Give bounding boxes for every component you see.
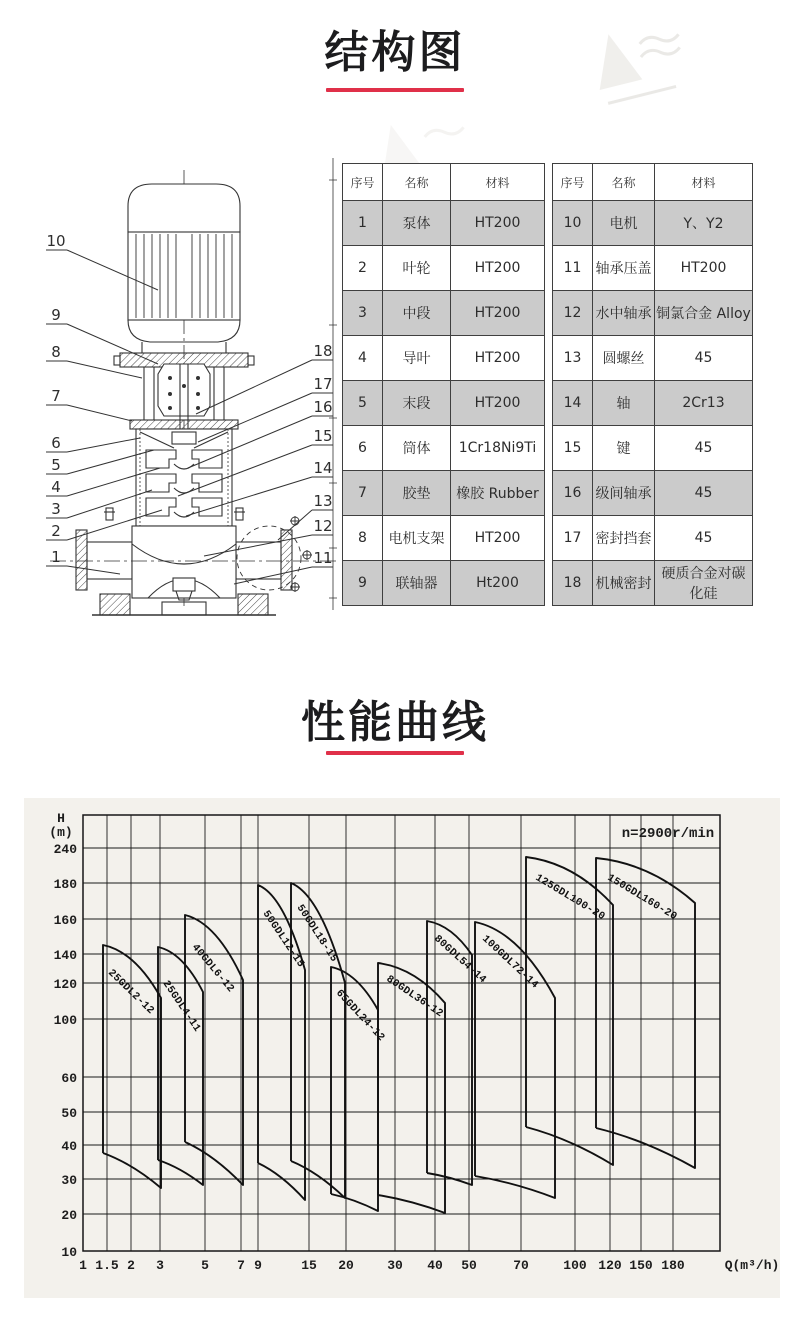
cell-material: HT200 (451, 381, 545, 426)
table-row (553, 381, 753, 426)
cell-seq: 15 (553, 426, 593, 471)
table-row (343, 561, 545, 606)
svg-text:30: 30 (387, 1258, 403, 1273)
cell-material: 45 (655, 426, 753, 471)
table-row (553, 201, 753, 246)
cell-material: HT200 (451, 291, 545, 336)
table-row (343, 471, 545, 516)
table-header-row (343, 164, 545, 201)
parts-table-left (342, 163, 545, 606)
table-header-row (553, 164, 753, 201)
svg-text:120: 120 (53, 977, 77, 992)
part-number-label: 17 (313, 375, 333, 393)
curve-label: 80GDL36-12 (383, 973, 446, 1021)
cell-name: 电机 (593, 201, 655, 246)
cell-name: 级间轴承 (593, 471, 655, 516)
curve-label: 25GDL2-12 (105, 967, 157, 1018)
cell-name: 机械密封 (593, 561, 655, 606)
part-number-label: 1 (51, 548, 61, 566)
part-number-label: 13 (313, 492, 333, 510)
cell-material: Y、Y2 (655, 201, 753, 246)
svg-text:50: 50 (61, 1106, 77, 1121)
cell-seq: 6 (343, 426, 383, 471)
svg-text:160: 160 (53, 913, 77, 928)
cell-name: 胶垫 (383, 471, 451, 516)
svg-text:7: 7 (237, 1258, 245, 1273)
cell-material: 2Cr13 (655, 381, 753, 426)
parts-table-right (552, 163, 753, 606)
svg-text:9: 9 (254, 1258, 262, 1273)
curve-label: 80GDL54-14 (431, 933, 489, 987)
svg-text:1: 1 (79, 1258, 87, 1273)
pump-drawing (50, 158, 338, 615)
table-row (553, 516, 753, 561)
cell-material: HT200 (451, 336, 545, 381)
cell-seq: 16 (553, 471, 593, 516)
svg-text:60: 60 (61, 1071, 77, 1086)
cell-seq: 7 (343, 471, 383, 516)
cell-material: HT200 (451, 516, 545, 561)
svg-text:70: 70 (513, 1258, 529, 1273)
cell-seq: 11 (553, 246, 593, 291)
cell-name: 轴 (593, 381, 655, 426)
cell-seq: 13 (553, 336, 593, 381)
svg-text:40: 40 (427, 1258, 443, 1273)
table-row (553, 246, 753, 291)
cell-name: 电机支架 (383, 516, 451, 561)
svg-text:240: 240 (53, 842, 77, 857)
table-row (343, 336, 545, 381)
curve-label: 50GDL12-15 (259, 908, 307, 970)
header-cell: 序号 (553, 164, 593, 201)
table-row (343, 381, 545, 426)
header-cell: 名称 (383, 164, 451, 201)
header-cell: 名称 (593, 164, 655, 201)
part-number-label: 3 (51, 500, 61, 518)
svg-text:50: 50 (461, 1258, 477, 1273)
svg-text:100: 100 (563, 1258, 587, 1273)
part-number-label: 12 (313, 517, 333, 535)
cell-seq: 12 (553, 291, 593, 336)
table-row (343, 291, 545, 336)
svg-text:3: 3 (156, 1258, 164, 1273)
svg-text:20: 20 (61, 1208, 77, 1223)
part-number-label: 5 (51, 456, 61, 474)
svg-text:180: 180 (661, 1258, 685, 1273)
table-row (553, 426, 753, 471)
part-number-label: 14 (313, 459, 333, 477)
table-row (343, 426, 545, 471)
performance-chart-area (24, 798, 780, 1298)
svg-text:(m): (m) (49, 825, 73, 840)
cell-name: 联轴器 (383, 561, 451, 606)
cell-material: Ht200 (451, 561, 545, 606)
cell-name: 叶轮 (383, 246, 451, 291)
table-row (553, 291, 753, 336)
cell-material: 45 (655, 471, 753, 516)
svg-text:5: 5 (201, 1258, 209, 1273)
cell-material: HT200 (451, 201, 545, 246)
curve-label: 40GDL6-12 (188, 941, 237, 996)
cell-seq: 14 (553, 381, 593, 426)
cell-material: 45 (655, 336, 753, 381)
svg-text:140: 140 (53, 948, 77, 963)
table-row (343, 201, 545, 246)
svg-text:150: 150 (629, 1258, 653, 1273)
cell-name: 键 (593, 426, 655, 471)
cell-seq: 10 (553, 201, 593, 246)
cell-name: 水中轴承 (593, 291, 655, 336)
part-number-label: 15 (313, 427, 333, 445)
cell-material: 1Cr18Ni9Ti (451, 426, 545, 471)
cell-name: 密封挡套 (593, 516, 655, 561)
cell-seq: 18 (553, 561, 593, 606)
table-row (343, 516, 545, 561)
header-cell: 序号 (343, 164, 383, 201)
parts-tables (342, 163, 753, 606)
cell-material: HT200 (655, 246, 753, 291)
curve-label: 150GDL160-20 (604, 872, 680, 924)
title-underline (326, 751, 464, 755)
header-cell: 材料 (655, 164, 753, 201)
cell-seq: 5 (343, 381, 383, 426)
cell-seq: 4 (343, 336, 383, 381)
cell-name: 导叶 (383, 336, 451, 381)
performance-title: 性能曲线 (301, 697, 489, 748)
part-number-label: 10 (46, 232, 66, 250)
cell-name: 轴承压盖 (593, 246, 655, 291)
cell-seq: 3 (343, 291, 383, 336)
part-number-label: 16 (313, 398, 333, 416)
svg-text:180: 180 (53, 877, 77, 892)
part-number-label: 11 (313, 549, 333, 567)
part-number-label: 8 (51, 343, 61, 361)
title-underline (326, 88, 464, 92)
part-number-label: 4 (51, 478, 61, 496)
part-number-label: 18 (313, 342, 333, 360)
cell-name: 中段 (383, 291, 451, 336)
svg-text:n=2900r/min: n=2900r/min (621, 826, 715, 842)
table-row (553, 336, 753, 381)
svg-text:10: 10 (61, 1245, 77, 1260)
cell-material: 铜氯合金 Alloy (655, 291, 753, 336)
pump-envelope-curve (185, 915, 243, 1185)
structure-title: 结构图 (324, 27, 466, 78)
cell-name: 筒体 (383, 426, 451, 471)
svg-text:H: H (57, 811, 65, 826)
cell-seq: 9 (343, 561, 383, 606)
part-number-label: 9 (51, 306, 61, 324)
cell-material: HT200 (451, 246, 545, 291)
svg-text:40: 40 (61, 1139, 77, 1154)
svg-text:Q(m³/h): Q(m³/h) (724, 1258, 780, 1273)
svg-text:100: 100 (53, 1013, 77, 1028)
cell-material: 45 (655, 516, 753, 561)
pump-structure-diagram (36, 150, 346, 620)
curve-label: 25GDL4-11 (159, 978, 203, 1035)
cell-material: 硬质合金对碳化硅 (655, 561, 753, 606)
part-number-label: 2 (51, 522, 61, 540)
svg-text:1.5: 1.5 (95, 1258, 119, 1273)
svg-text:2: 2 (127, 1258, 135, 1273)
cell-seq: 2 (343, 246, 383, 291)
cell-seq: 17 (553, 516, 593, 561)
curve-label: 125GDL100-20 (532, 872, 608, 924)
header-cell: 材料 (451, 164, 545, 201)
cell-name: 末段 (383, 381, 451, 426)
cell-seq: 1 (343, 201, 383, 246)
performance-chart (24, 798, 780, 1294)
svg-text:20: 20 (338, 1258, 354, 1273)
svg-text:120: 120 (598, 1258, 622, 1273)
cell-seq: 8 (343, 516, 383, 561)
table-row (553, 561, 753, 606)
curve-label: 65GDL24-12 (333, 987, 387, 1045)
curve-label: 50GDL18-15 (293, 902, 340, 965)
cell-name: 泵体 (383, 201, 451, 246)
table-row (343, 246, 545, 291)
table-row (553, 471, 753, 516)
svg-text:30: 30 (61, 1173, 77, 1188)
part-number-label: 7 (51, 387, 61, 405)
part-number-label: 6 (51, 434, 61, 452)
svg-text:15: 15 (301, 1258, 317, 1273)
cell-material: 橡胶 Rubber (451, 471, 545, 516)
cell-name: 圆螺丝 (593, 336, 655, 381)
curve-label: 100GDL72-14 (479, 933, 541, 992)
